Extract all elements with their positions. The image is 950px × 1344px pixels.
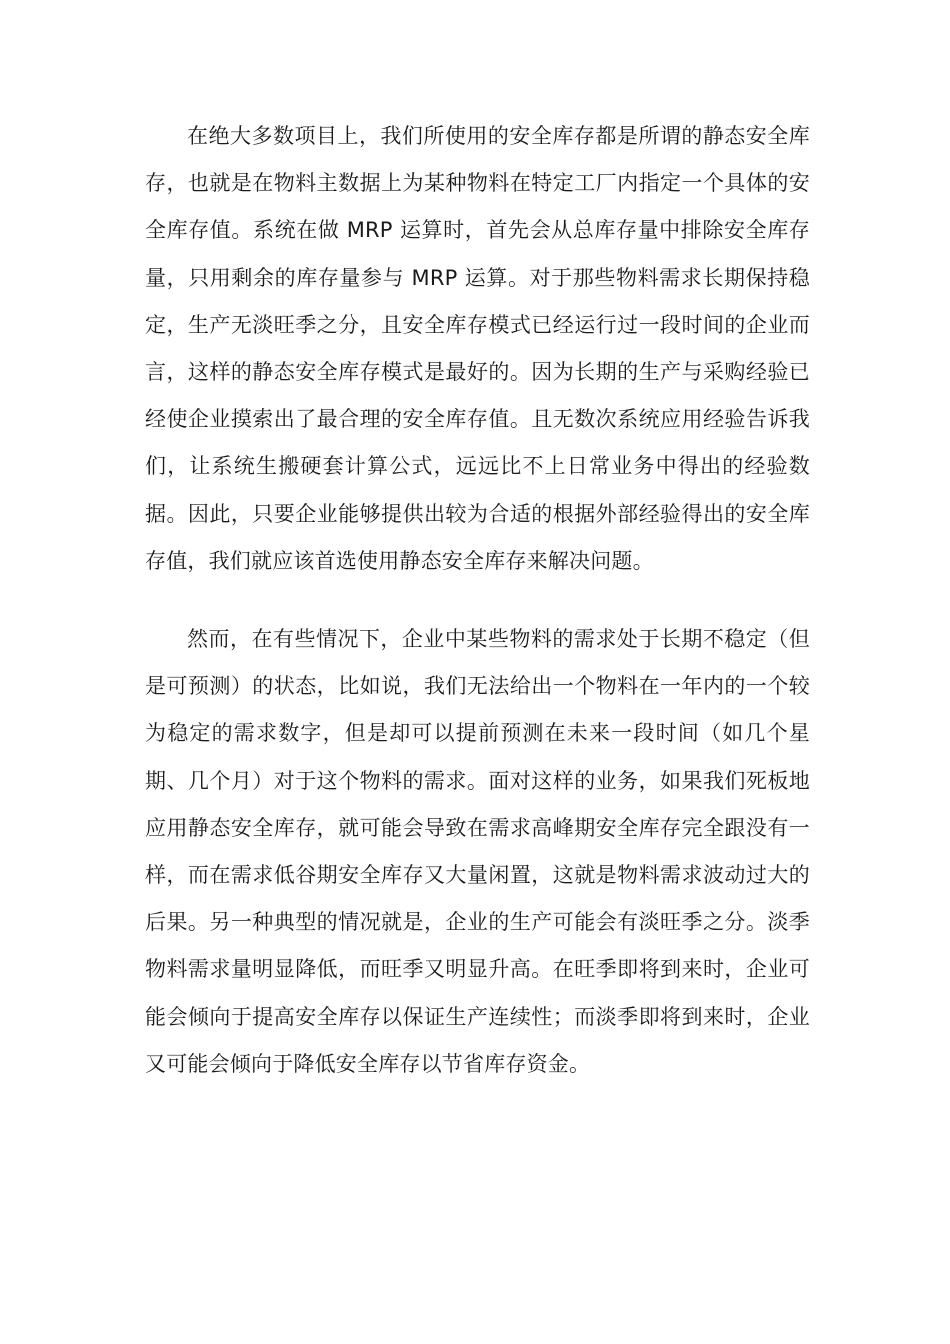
paragraph-dynamic-safety-stock: 然而，在有些情况下，企业中某些物料的需求处于长期不稳定（但是可预测）的状态，比如说，我们无法给出一个物料在一年内的一个较为稳定的需求数字，但是却可以提前预测在未来一段时间（如几个星期、几个月）对于这个物料的需求。面对这样的业务，如果我们死板地应用静态安全库存，就可能会导致在需求高峰期安全库存完全跟没有一样，而在需求低谷期安全库存又大量闲置，这就是物料需求波动过大的后果。另一种典型的情况就是，企业的生产可能会有淡旺季之分。淡季物料需求量明显降低，而旺季又明显升高。在旺季即将到来时，企业可能会倾向于提高安全库存以保证生产连续性；而淡季即将到来时，企业又可能会倾向于降低安全库存以节省库存资金。	[145, 627, 810, 1076]
document-body	[145, 113, 810, 1088]
paragraph-static-safety-stock: 在绝大多数项目上，我们所使用的安全库存都是所谓的静态安全库存，也就是在物料主数据上为某种物料在特定工厂内指定一个具体的安全库存值。系统在做 MRP 运算时，首先会从总库存量中排除安全库存量，只用剩余的库存量参与 MRP 运算。对于那些物料需求长期保持稳定，生产无淡旺季之分，且安全库存模式已经运行过一段时间的企业而言，这样的静态安全库存模式是最好的。因为长期的生产与采购经验已经使企业摸索出了最合理的安全库存值。且无数次系统应用经验告诉我们，让系统生搬硬套计算公式，远远比不上日常业务中得出的经验数据。因此，只要企业能够提供出较为合适的根据外部经验得出的安全库存值，我们就应该首选使用静态安全库存来解决问题。	[145, 124, 810, 573]
